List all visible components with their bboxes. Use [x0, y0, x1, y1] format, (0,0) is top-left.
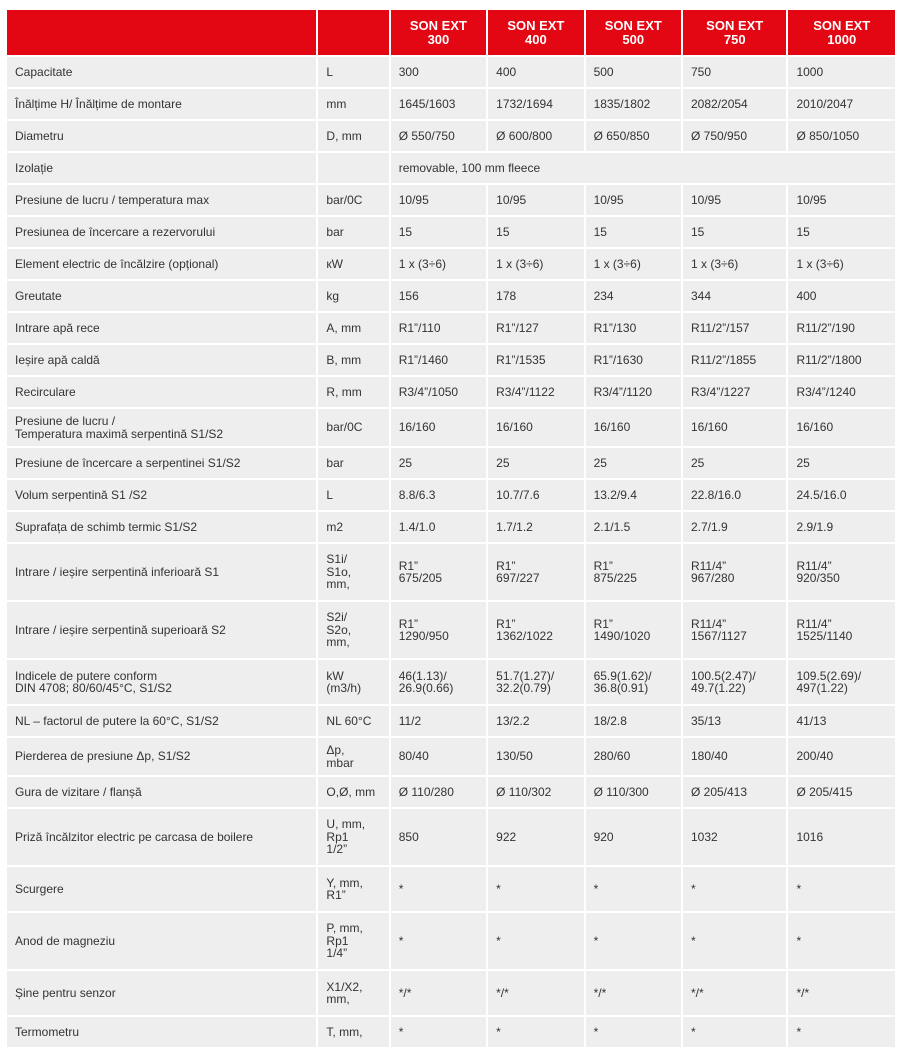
row-value-cell: 15: [788, 217, 895, 247]
row-value-cell: R11/2”/190: [788, 313, 895, 343]
row-value-cell: R1”/127: [488, 313, 583, 343]
row-unit: S2i/ S2o, mm,: [318, 602, 388, 658]
row-unit: кW: [318, 249, 388, 279]
table-row: [7, 57, 895, 87]
row-value-cell: 1 x (3÷6): [391, 249, 486, 279]
table-row: [7, 345, 895, 375]
header-model-500: SON EXT 500: [586, 10, 681, 55]
row-value-cell: R1” 1290/950: [391, 602, 486, 658]
row-value-cell: 25: [683, 448, 786, 478]
table-row: [7, 448, 895, 478]
row-value-cell: 22.8/16.0: [683, 480, 786, 510]
row-value-cell: R1” 675/205: [391, 544, 486, 600]
row-value-cell: *: [488, 867, 583, 911]
row-value-cell: R3/4”/1122: [488, 377, 583, 407]
row-label: Ieșire apă caldă: [7, 345, 316, 375]
header-model-1000: SON EXT 1000: [788, 10, 895, 55]
row-value-cell: 1732/1694: [488, 89, 583, 119]
row-value-cell: R11/4” 967/280: [683, 544, 786, 600]
table-row: [7, 971, 895, 1015]
row-label: Priză încălzitor electric pe carcasa de boilere: [7, 809, 316, 865]
row-label: Suprafața de schimb termic S1/S2: [7, 512, 316, 542]
row-value-cell: *: [683, 1017, 786, 1047]
row-label: Capacitate: [7, 57, 316, 87]
row-value-cell: 25: [488, 448, 583, 478]
row-value-cell: 10/95: [788, 185, 895, 215]
row-value-cell: 2.1/1.5: [586, 512, 681, 542]
row-unit: kg: [318, 281, 388, 311]
row-value-cell: R1”/1630: [586, 345, 681, 375]
row-value-cell: Ø 850/1050: [788, 121, 895, 151]
row-value-cell: *: [683, 913, 786, 969]
spec-table: [5, 8, 897, 1049]
row-label: Presiune de încercare a serpentinei S1/S2: [7, 448, 316, 478]
row-value-cell: R1” 697/227: [488, 544, 583, 600]
row-label: Indicele de putere conform DIN 4708; 80/60/45°C, S1/S2: [7, 660, 316, 704]
row-value-cell: Ø 110/300: [586, 777, 681, 807]
row-label: Termometru: [7, 1017, 316, 1047]
header-model-750: SON EXT 750: [683, 10, 786, 55]
row-value-cell: 2010/2047: [788, 89, 895, 119]
row-value-cell: 178: [488, 281, 583, 311]
table-row: [7, 249, 895, 279]
table-row: [7, 867, 895, 911]
row-value-cell: *: [586, 1017, 681, 1047]
row-value-cell: Ø 110/302: [488, 777, 583, 807]
row-value-cell: 10.7/7.6: [488, 480, 583, 510]
table-row: [7, 738, 895, 775]
row-value-cell: 300: [391, 57, 486, 87]
row-label: Scurgere: [7, 867, 316, 911]
row-value-cell: R1” 875/225: [586, 544, 681, 600]
row-value-cell: R11/2”/1800: [788, 345, 895, 375]
row-value-cell: Ø 600/800: [488, 121, 583, 151]
row-unit: L: [318, 480, 388, 510]
row-unit: kW (m3/h): [318, 660, 388, 704]
row-label: Volum serpentină S1 /S2: [7, 480, 316, 510]
row-value-cell: 10/95: [391, 185, 486, 215]
row-unit: [318, 153, 388, 183]
row-value-cell: R3/4”/1120: [586, 377, 681, 407]
row-value-cell: *: [788, 1017, 895, 1047]
row-unit: U, mm, Rp1 1/2”: [318, 809, 388, 865]
row-value-cell: 51.7(1.27)/ 32.2(0.79): [488, 660, 583, 704]
row-label: Intrare / ieșire serpentină superioară S2: [7, 602, 316, 658]
row-value-cell: 1016: [788, 809, 895, 865]
row-unit: O,Ø, mm: [318, 777, 388, 807]
row-value-cell: 922: [488, 809, 583, 865]
row-unit: P, mm, Rp1 1/4”: [318, 913, 388, 969]
row-unit: Δp, mbar: [318, 738, 388, 775]
row-label: NL – factorul de putere la 60°C, S1/S2: [7, 706, 316, 736]
row-value-cell: R11/4” 920/350: [788, 544, 895, 600]
row-value-cell: *: [788, 913, 895, 969]
row-value-cell: 10/95: [586, 185, 681, 215]
row-value-cell: 10/95: [488, 185, 583, 215]
table-row: [7, 544, 895, 600]
row-value-cell: */*: [586, 971, 681, 1015]
row-value-cell: 16/160: [586, 409, 681, 446]
row-value-cell: 200/40: [788, 738, 895, 775]
row-value-cell: 1.7/1.2: [488, 512, 583, 542]
table-row: [7, 153, 895, 183]
row-label: Recirculare: [7, 377, 316, 407]
row-value-cell: *: [586, 867, 681, 911]
row-label: Presiune de lucru / Temperatura maximă serpentină S1/S2: [7, 409, 316, 446]
row-unit: A, mm: [318, 313, 388, 343]
row-value-cell: 10/95: [683, 185, 786, 215]
row-value-cell: 344: [683, 281, 786, 311]
row-unit: bar: [318, 448, 388, 478]
row-value-cell: 280/60: [586, 738, 681, 775]
row-unit: bar: [318, 217, 388, 247]
row-span-value: removable, 100 mm fleece: [391, 153, 895, 183]
row-value-cell: 15: [391, 217, 486, 247]
row-label: Izolație: [7, 153, 316, 183]
row-value-cell: 11/2: [391, 706, 486, 736]
row-value-cell: 1000: [788, 57, 895, 87]
row-label: Intrare apă rece: [7, 313, 316, 343]
row-value-cell: R3/4”/1050: [391, 377, 486, 407]
row-unit: S1i/ S1o, mm,: [318, 544, 388, 600]
row-unit: D, mm: [318, 121, 388, 151]
row-value-cell: R1”/1460: [391, 345, 486, 375]
row-label: Greutate: [7, 281, 316, 311]
row-value-cell: 920: [586, 809, 681, 865]
row-value-cell: 8.8/6.3: [391, 480, 486, 510]
row-value-cell: R11/4” 1567/1127: [683, 602, 786, 658]
row-value-cell: 25: [788, 448, 895, 478]
table-row: [7, 313, 895, 343]
row-value-cell: 2.7/1.9: [683, 512, 786, 542]
row-value-cell: Ø 110/280: [391, 777, 486, 807]
row-value-cell: 18/2.8: [586, 706, 681, 736]
row-value-cell: 500: [586, 57, 681, 87]
table-row: [7, 480, 895, 510]
row-unit: NL 60°C: [318, 706, 388, 736]
row-value-cell: 2082/2054: [683, 89, 786, 119]
row-value-cell: */*: [683, 971, 786, 1015]
row-value-cell: 400: [788, 281, 895, 311]
row-value-cell: 41/13: [788, 706, 895, 736]
row-value-cell: */*: [488, 971, 583, 1015]
row-value-cell: *: [586, 913, 681, 969]
row-value-cell: 35/13: [683, 706, 786, 736]
row-value-cell: 15: [488, 217, 583, 247]
row-unit: X1/X2, mm,: [318, 971, 388, 1015]
row-value-cell: 100.5(2.47)/ 49.7(1.22): [683, 660, 786, 704]
table-row: [7, 89, 895, 119]
row-value-cell: 156: [391, 281, 486, 311]
table-row: [7, 660, 895, 704]
table-row: [7, 281, 895, 311]
row-label: Element electric de încălzire (opțional): [7, 249, 316, 279]
row-label: Pierderea de presiune Δp, S1/S2: [7, 738, 316, 775]
header-row: [7, 10, 895, 55]
row-value-cell: 13/2.2: [488, 706, 583, 736]
row-value-cell: 234: [586, 281, 681, 311]
row-label: Înălțime H/ Înălțime de montare: [7, 89, 316, 119]
row-value-cell: 16/160: [683, 409, 786, 446]
row-value-cell: 25: [586, 448, 681, 478]
row-value-cell: *: [391, 867, 486, 911]
row-value-cell: 24.5/16.0: [788, 480, 895, 510]
table-row: [7, 602, 895, 658]
row-unit: bar/0C: [318, 185, 388, 215]
row-value-cell: *: [683, 867, 786, 911]
header-model-300: SON EXT 300: [391, 10, 486, 55]
row-value-cell: *: [488, 1017, 583, 1047]
table-row: [7, 1017, 895, 1047]
header-unit-cell: [318, 10, 388, 55]
row-label: Presiunea de încercare a rezervorului: [7, 217, 316, 247]
row-unit: R, mm: [318, 377, 388, 407]
row-unit: L: [318, 57, 388, 87]
row-label: Presiune de lucru / temperatura max: [7, 185, 316, 215]
table-row: [7, 913, 895, 969]
row-value-cell: 1835/1802: [586, 89, 681, 119]
row-value-cell: Ø 650/850: [586, 121, 681, 151]
row-value-cell: Ø 550/750: [391, 121, 486, 151]
table-row: [7, 512, 895, 542]
row-value-cell: 180/40: [683, 738, 786, 775]
table-row: [7, 809, 895, 865]
table-row: [7, 185, 895, 215]
row-value-cell: Ø 750/950: [683, 121, 786, 151]
row-unit: Y, mm, R1”: [318, 867, 388, 911]
row-value-cell: R11/2”/1855: [683, 345, 786, 375]
row-unit: bar/0C: [318, 409, 388, 446]
header-model-400: SON EXT 400: [488, 10, 583, 55]
row-value-cell: 1 x (3÷6): [586, 249, 681, 279]
row-value-cell: *: [391, 1017, 486, 1047]
row-value-cell: *: [488, 913, 583, 969]
row-value-cell: R3/4”/1227: [683, 377, 786, 407]
row-value-cell: 850: [391, 809, 486, 865]
row-value-cell: 1645/1603: [391, 89, 486, 119]
row-value-cell: 1 x (3÷6): [788, 249, 895, 279]
row-value-cell: 1.4/1.0: [391, 512, 486, 542]
row-value-cell: 2.9/1.9: [788, 512, 895, 542]
row-value-cell: *: [788, 867, 895, 911]
row-value-cell: R11/2”/157: [683, 313, 786, 343]
row-value-cell: R1” 1490/1020: [586, 602, 681, 658]
table-row: [7, 377, 895, 407]
row-value-cell: R3/4”/1240: [788, 377, 895, 407]
row-value-cell: 1032: [683, 809, 786, 865]
table-row: [7, 121, 895, 151]
table-row: [7, 409, 895, 446]
row-value-cell: */*: [391, 971, 486, 1015]
row-value-cell: 1 x (3÷6): [488, 249, 583, 279]
row-label: Intrare / ieșire serpentină inferioară S1: [7, 544, 316, 600]
table-body: [7, 57, 895, 1047]
row-value-cell: 109.5(2.69)/ 497(1.22): [788, 660, 895, 704]
row-value-cell: *: [391, 913, 486, 969]
row-unit: m2: [318, 512, 388, 542]
row-value-cell: 46(1.13)/ 26.9(0.66): [391, 660, 486, 704]
header-label-cell: [7, 10, 316, 55]
table-row: [7, 706, 895, 736]
row-value-cell: 80/40: [391, 738, 486, 775]
row-value-cell: 130/50: [488, 738, 583, 775]
row-label: Diametru: [7, 121, 316, 151]
row-value-cell: R1”/130: [586, 313, 681, 343]
row-value-cell: 15: [586, 217, 681, 247]
row-value-cell: 16/160: [788, 409, 895, 446]
row-value-cell: */*: [788, 971, 895, 1015]
row-value-cell: R11/4” 1525/1140: [788, 602, 895, 658]
row-label: Gura de vizitare / flanșă: [7, 777, 316, 807]
row-value-cell: 65.9(1.62)/ 36.8(0.91): [586, 660, 681, 704]
row-unit: T, mm,: [318, 1017, 388, 1047]
row-label: Șine pentru senzor: [7, 971, 316, 1015]
row-unit: B, mm: [318, 345, 388, 375]
row-value-cell: Ø 205/413: [683, 777, 786, 807]
row-value-cell: 400: [488, 57, 583, 87]
row-value-cell: 750: [683, 57, 786, 87]
row-unit: mm: [318, 89, 388, 119]
row-value-cell: 13.2/9.4: [586, 480, 681, 510]
row-value-cell: R1” 1362/1022: [488, 602, 583, 658]
table-row: [7, 217, 895, 247]
row-value-cell: 16/160: [391, 409, 486, 446]
row-value-cell: 16/160: [488, 409, 583, 446]
row-value-cell: R1”/1535: [488, 345, 583, 375]
row-label: Anod de magneziu: [7, 913, 316, 969]
row-value-cell: R1”/110: [391, 313, 486, 343]
row-value-cell: 1 x (3÷6): [683, 249, 786, 279]
table-row: [7, 777, 895, 807]
row-value-cell: Ø 205/415: [788, 777, 895, 807]
row-value-cell: 25: [391, 448, 486, 478]
row-value-cell: 15: [683, 217, 786, 247]
